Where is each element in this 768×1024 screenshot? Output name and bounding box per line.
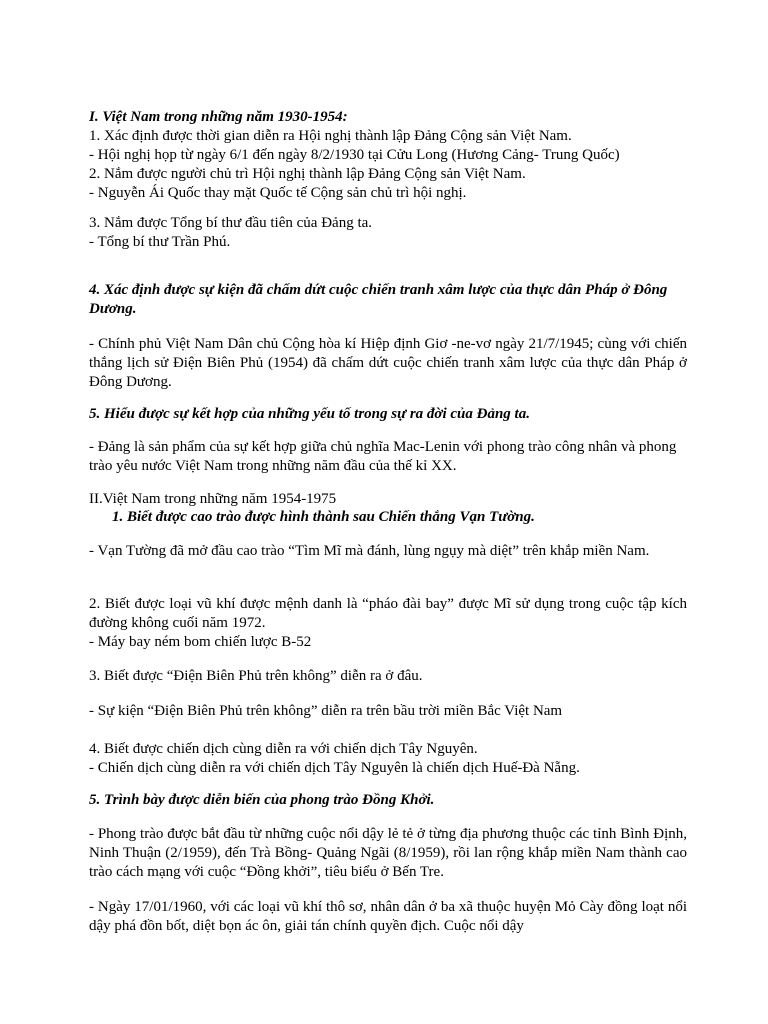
sub-question-2: 2. Biết được loại vũ khí được mệnh danh là “pháo đài bay” được Mĩ sử dụng trong cuộc tập kích đường không cuối năm 1972. — [89, 596, 687, 631]
item-3-block — [89, 214, 689, 252]
question-3: 3. Nắm được Tổng bí thư đầu tiên của Đảng ta. — [89, 215, 373, 231]
answer-1: - Hội nghị họp từ ngày 6/1 đến ngày 8/2/1930 tại Cửu Long (Hương Cảng- Trung Quốc) — [89, 147, 620, 163]
sub-answer-2: - Máy bay ném bom chiến lược B-52 — [89, 634, 312, 650]
sub-answer-4: - Chiến dịch cùng diễn ra với chiến dịch Tây Nguyên là chiến dịch Huế-Đà Nẵng. — [89, 760, 580, 776]
section-heading-2: II.Việt Nam trong những năm 1954-1975 — [89, 491, 337, 507]
sub-question-1: 1. Biết được cao trào được hình thành sau Chiến thắng Vạn Tường. — [112, 509, 535, 525]
answer-3: - Tổng bí thư Trần Phú. — [89, 234, 231, 250]
answer-4: - Chính phủ Việt Nam Dân chủ Cộng hòa kí Hiệp định Giơ -ne-vơ ngày 21/7/1945; cùng với chiến thắng lịch sử Điện Biên Phủ (1954) đã chấm dứt cuộc chiến tranh xâm lược của thực dân Pháp ở Đông Dương. — [89, 336, 687, 390]
answer-5: - Đảng là sản phẩm của sự kết hợp giữa chủ nghĩa Mac-Lenin với phong trào công nhân và phong trào yêu nước Việt Nam trong những năm đầu của thế kỉ XX. — [89, 439, 677, 474]
sub-answer-1: - Vạn Tường đã mở đầu cao trào “Tìm Mĩ mà đánh, lùng ngụy mà diệt” trên khắp miền Nam. — [89, 543, 650, 559]
question-4: 4. Xác định được sự kiện đã chấm dứt cuộc chiến tranh xâm lược của thực dân Pháp ở Đông Dương. — [89, 282, 668, 317]
question-5: 5. Hiểu được sự kết hợp của những yếu tố trong sự ra đời của Đảng ta. — [89, 406, 530, 422]
question-1: 1. Xác định được thời gian diễn ra Hội nghị thành lập Đảng Cộng sản Việt Nam. — [89, 128, 572, 144]
item-1-block — [89, 127, 689, 203]
sub-question-4: 4. Biết được chiến dịch cùng diễn ra với chiến dịch Tây Nguyên. — [89, 741, 478, 757]
answer-2: - Nguyễn Ái Quốc thay mặt Quốc tế Cộng sản chủ trì hội nghị. — [89, 185, 467, 201]
question-2: 2. Nắm được người chủ trì Hội nghị thành lập Đảng Cộng sản Việt Nam. — [89, 166, 526, 182]
sub-question-5: 5. Trình bày được diễn biến của phong trào Đồng Khởi. — [89, 792, 435, 808]
sub-answer-3: - Sự kiện “Điện Biên Phủ trên không” diễn ra trên bầu trời miền Bắc Việt Nam — [89, 703, 563, 719]
sub-answer-5a: - Phong trào được bắt đầu từ những cuộc nổi dậy lẻ tẻ ở từng địa phương thuộc các tỉnh Bình Định, Ninh Thuận (2/1959), đến Trà Bồng- Quảng Ngãi (8/1959), rồi lan rộng khắp miền Nam thành cao trào cách mạng với cuộc “Đồng khởi”, tiêu biểu ở Bến Tre. — [89, 826, 687, 880]
sub-question-3: 3. Biết được “Điện Biên Phủ trên không” diễn ra ở đâu. — [89, 668, 423, 684]
section-heading-1: I. Việt Nam trong những năm 1930-1954: — [89, 109, 348, 125]
sub-answer-5b: - Ngày 17/01/1960, với các loại vũ khí thô sơ, nhân dân ở ba xã thuộc huyện Mỏ Cày đồng loạt nổi dậy phá đồn bốt, diệt bọn ác ôn, giải tán chính quyền địch. Cuộc nổi dậy — [89, 899, 687, 934]
